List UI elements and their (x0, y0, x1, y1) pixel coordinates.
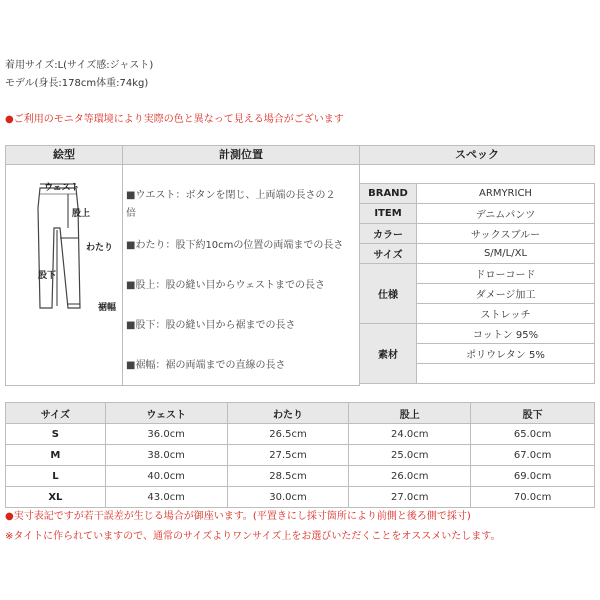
table-cell: 43.0cm (105, 487, 227, 508)
measure-note-waist-cont: 倍 (126, 208, 136, 219)
spec-value: ストレッチ (417, 304, 595, 324)
header-measure: 計測位置 (122, 145, 360, 165)
spec-value: ダメージ加工 (417, 284, 595, 304)
table-cell: 70.0cm (471, 487, 595, 508)
table-cell: 65.0cm (471, 424, 595, 445)
spec-key: 素材 (360, 324, 417, 384)
table-cell: 40.0cm (105, 466, 227, 487)
spec-key: カラー (360, 224, 417, 244)
pants-label-waist: ウェスト (44, 183, 80, 193)
size-cell: S (6, 424, 106, 445)
pants-label-inseam: 股下 (38, 271, 57, 281)
measure-note-rise: ■股上：股の縫い目からウェストまでの長さ (126, 280, 326, 291)
measure-note-inseam: ■股下：股の縫い目から裾までの長さ (126, 320, 296, 331)
spec-key: 仕様 (360, 264, 417, 324)
spec-value (417, 364, 595, 384)
column-header: ウェスト (105, 403, 227, 424)
spec-value: ARMYRICH (417, 184, 595, 204)
table-cell: 69.0cm (471, 466, 595, 487)
table-cell: 24.0cm (349, 424, 471, 445)
spec-value: ポリウレタン 5% (417, 344, 595, 364)
spec-table (359, 183, 595, 384)
size-cell: XL (6, 487, 106, 508)
table-cell: 30.0cm (227, 487, 349, 508)
table-cell: 36.0cm (105, 424, 227, 445)
column-header: サイズ (6, 403, 106, 424)
spec-value: ドローコード (417, 264, 595, 284)
size-cell: L (6, 466, 106, 487)
size-table (5, 402, 595, 508)
spec-row-color (360, 224, 595, 244)
table-cell: 38.0cm (105, 445, 227, 466)
spec-row-material (360, 324, 595, 344)
spec-value: サックスブルー (417, 224, 595, 244)
spec-key: BRAND (360, 184, 417, 204)
spec-value: デニムパンツ (417, 204, 595, 224)
measure-note-hem: ■裾幅：裾の両端までの直線の長さ (126, 360, 286, 371)
table-row (6, 445, 595, 466)
footer-note-fit: ※タイトに作られていますので、通常のサイズよりワンサイズ上をお選びいただくことをオススメいたします。 (5, 531, 501, 542)
table-row (6, 424, 595, 445)
column-header: わたり (227, 403, 349, 424)
spec-row-brand (360, 184, 595, 204)
color-disclaimer: ●ご利用のモニタ等環境により実際の色と異なって見える場合がございます (5, 114, 344, 125)
size-worn-text: 着用サイズ:L(サイズ感:ジャスト) (5, 60, 154, 71)
table-cell: 67.0cm (471, 445, 595, 466)
spec-key: ITEM (360, 204, 417, 224)
table-cell: 25.0cm (349, 445, 471, 466)
footer-note-measurement: ●実寸表記ですが若干誤差が生じる場合が御座います。(平置きにし採寸箇所により前側と後ろ側で採寸) (5, 511, 471, 522)
table-cell: 27.5cm (227, 445, 349, 466)
header-spec: スペック (359, 145, 595, 165)
model-info-text: モデル(身長:178cm体重:74kg) (5, 78, 149, 89)
measure-note-thigh: ■わたり：股下約10cmの位置の両端までの長さ (126, 240, 344, 251)
table-row (6, 487, 595, 508)
column-header: 股上 (349, 403, 471, 424)
measure-note-waist: ■ウエスト：ボタンを閉じ、上両端の長さの２ (126, 190, 336, 201)
size-table-header (6, 403, 595, 424)
spec-key: サイズ (360, 244, 417, 264)
table-cell: 26.0cm (349, 466, 471, 487)
header-shape: 絵型 (5, 145, 123, 165)
spec-row-features (360, 264, 595, 284)
pants-label-rise: 股上 (72, 209, 91, 219)
spec-value: コットン 95% (417, 324, 595, 344)
table-row (6, 466, 595, 487)
pants-label-hem: 裾幅 (98, 303, 117, 313)
pants-label-thigh: わたり (86, 243, 114, 253)
table-cell: 27.0cm (349, 487, 471, 508)
table-cell: 28.5cm (227, 466, 349, 487)
spec-row-size (360, 244, 595, 264)
size-cell: M (6, 445, 106, 466)
spec-value: S/M/L/XL (417, 244, 595, 264)
spec-row-item (360, 204, 595, 224)
column-header: 股下 (471, 403, 595, 424)
table-cell: 26.5cm (227, 424, 349, 445)
